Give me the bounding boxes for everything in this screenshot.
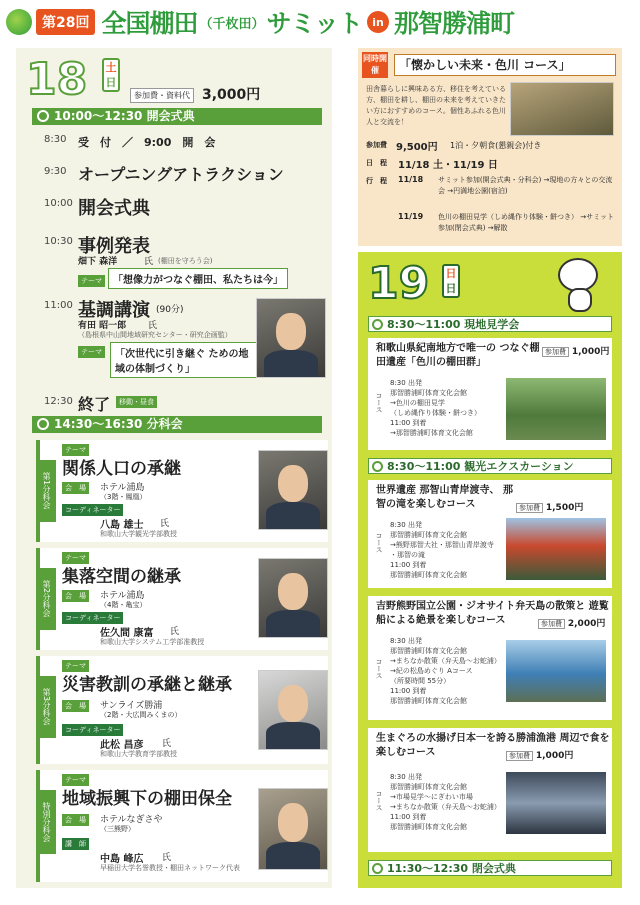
band-label: 11:30〜12:30 閉会式典 [387,862,516,875]
theme-line [78,268,288,289]
coordinator-photo [258,450,328,530]
day19-band-excursion [368,458,612,474]
tour-fee [542,344,609,357]
timeline-line: →紀の松島めぐり Aコース [390,667,473,675]
timeline-line: 那智勝浦町体育文化会館 [390,823,467,831]
face-shape [278,803,308,841]
tour-fee [516,500,583,513]
theme-tag: テーマ [78,275,105,287]
venue: サンライズ勝浦 [100,701,163,711]
venue-room: （4階・亀宝） [100,601,147,609]
venue-tag: 会 場 [62,700,89,712]
row-note: (90分) [156,305,184,315]
day18-date: 18 [26,54,88,105]
row-note: 移動・昼食 [116,396,157,408]
face-shape [278,573,308,610]
day19-band-site-visit [368,316,612,332]
mascot-body [568,288,592,312]
timeline-line: （しめ縄作り体験・餅つき） [390,409,481,417]
speaker-honor: 氏 [148,321,158,331]
day18-band-opening [32,108,322,125]
face-shape [276,313,306,350]
concurrent-badge: 同時開催 [362,52,388,78]
lecturer-photo [258,788,328,870]
title-part-2: サミット [266,9,363,38]
timeline-line: 那智勝浦町体育文化会館 [390,697,467,705]
header [0,0,640,44]
edition-badge: 第28回 [36,9,95,35]
tour-fee-value: 1,500円 [545,503,584,513]
row-time: 10:30 [44,236,73,247]
session-theme-tag: テーマ [62,660,89,672]
row-time: 10:00 [44,198,73,209]
coordinator-aff: 和歌山大学教育学部教授 [100,750,177,758]
tour-fee [538,616,605,629]
face-shape [278,685,308,722]
lecturer-aff: 早稲田大学名誉教授・棚田ネットワーク代表 [100,864,240,872]
timeline-line: →まちなか散策（弁天島〜お蛇浦） [390,803,501,811]
tour-title: 生まぐろの水揚げ日本一を誇る勝浦漁港 周辺で食を楽しむコース [376,733,610,758]
tour-timeline [390,636,501,706]
venue-tag: 会 場 [62,814,89,826]
timeline-line: 那智勝浦町体育文化会館 [390,647,467,655]
timeline-line: →市場見学〜にぎわい市場 [390,793,473,801]
day18-band-sessions [32,416,322,433]
shrine-photo [506,518,606,580]
timeline-line: ・那智の滝 [390,551,425,559]
day19-dow-2: 日 [445,282,457,295]
timeline-line: 8:30 出発 [390,379,422,387]
row-time: 8:30 [44,134,67,145]
summit-logo-icon [6,9,32,35]
timeline-line: →まちなか散策（弁天島〜お蛇浦） [390,657,501,665]
band-label: 8:30〜11:00 観光エクスカーション [387,460,574,473]
speaker-name: 畑下 森洋 [78,257,118,267]
lecturer-tag: 講 師 [62,838,89,850]
coordinator-aff: 和歌山大学システム工学部准教授 [100,638,205,646]
plan-day2-items: 色川の棚田見学（しめ縄作り体験・餅つき） →サミット参加(閉会式典) →解散 [438,213,614,232]
day18-fee: 3,000円 [202,87,261,103]
session-number: 特別分科会 [36,790,56,854]
clock-icon [372,461,383,472]
row-title: 事例発表 [78,236,150,257]
speaker-name: 有田 昭一郎 [78,321,127,331]
venue: ホテル浦島 [100,591,145,601]
session-theme-tag: テーマ [62,774,89,786]
tour-fee-label: 参加費 [516,503,543,513]
coordinator-name: 此松 昌彦 [100,740,144,751]
venue-tag: 会 場 [62,590,89,602]
body-shape [266,502,320,529]
coordinator-tag: コーディネーター [62,504,123,516]
speaker-aff: （島根県中山間地域研究センター・研究企画監） [78,331,232,339]
session-number: 第2分科会 [36,568,56,630]
venue-tag: 会 場 [62,482,89,494]
coordinator-name: 佐久間 康富 [100,628,154,639]
clock-icon [37,418,49,430]
theme-text: 「想像力がつなぐ棚田、私たちは今」 [108,268,288,289]
course-label: コース [375,392,383,413]
row-time: 12:30 [44,396,73,407]
coordinator-photo [258,670,328,750]
session-title: 地域振興下の棚田保全 [62,789,232,809]
plan-fee-label: 参加費 [366,141,387,149]
title-place: 那智勝浦町 [394,9,515,38]
tour-fee-value: 1,000円 [571,347,610,357]
session-title: 関係人口の承継 [62,459,181,479]
day18-panel [16,48,332,888]
timeline-line: 8:30 出発 [390,773,422,781]
tour-fee-value: 2,000円 [567,619,606,629]
in-badge: in [367,11,389,33]
session-card [36,548,328,650]
row-time: 9:30 [44,166,67,177]
plan-itin-label: 行 程 [366,177,387,185]
coordinator-honor: 氏 [160,519,170,529]
row-title: 基調講演 [78,300,150,321]
tour-fee-label: 参加費 [542,347,569,357]
session-card [36,440,328,542]
day18-fee-label: 参加費・資料代 [130,88,194,103]
tour-timeline [390,378,481,438]
clock-icon [372,319,383,330]
clock-icon [37,110,49,122]
timeline-line: （所要時間 55分） [390,677,451,685]
timeline-line: 那智勝浦町体育文化会館 [390,571,467,579]
coordinator-name: 八島 雄士 [100,520,144,531]
plan-fee-note: 1泊・夕朝食(懇親会)付き [450,141,542,150]
band-label: 8:30〜11:00 現地見学会 [387,318,520,331]
theme-tag: テーマ [78,346,105,358]
timeline-line: 那智勝浦町体育文化会館 [390,389,467,397]
day18-dow-box [102,58,120,92]
venue: ホテルなぎさや [100,815,163,825]
session-number: 第3分科会 [36,676,56,738]
plan-title: 「懐かしい未来・色川 コース」 [394,54,616,76]
plan-description: 田舎暮らしに興味ある方、移住を考えている方、棚田を耕し、棚田の未来を考えていきたい方におすすめのコース。個性あふれる色川人と交流を！ [366,85,506,126]
plan-photo [510,82,614,136]
tour-fee-label: 参加費 [538,619,565,629]
row-time: 11:00 [44,300,73,311]
timeline-line: 11:00 到着 [390,561,427,569]
session-card [36,656,328,764]
day18-dow-1: 土 [105,61,117,74]
timeline-line: 11:00 到着 [390,687,427,695]
speaker-photo [256,298,326,378]
timeline-line: 11:00 到着 [390,419,427,427]
day19-band-closing [368,860,612,876]
tour-card [368,596,612,720]
timeline-line: 那智勝浦町体育文化会館 [390,783,467,791]
fish-market-photo [506,772,606,834]
tour-fee [506,748,573,761]
plan-days: 11/18 土・11/19 日 [398,160,498,171]
session-theme-tag: テーマ [62,444,89,456]
terraced-fields-photo [506,378,606,440]
tour-fee-label: 参加費 [506,751,533,761]
clock-icon [372,863,383,874]
session-title: 災害教訓の承継と継承 [62,675,232,695]
coordinator-photo [258,558,328,638]
tour-card [368,728,612,852]
tour-timeline [390,772,501,832]
plan-day1: 11/18 [398,175,424,184]
tour-card [368,338,612,450]
lecturer-honor: 氏 [162,853,172,863]
session-card [36,770,328,882]
body-shape [264,350,318,377]
venue-room: （3階・鳳凰） [100,493,147,501]
speaker-honor: 氏 [144,257,154,267]
timeline-line: 那智勝浦町体育文化会館 [390,531,467,539]
tour-timeline [390,520,494,580]
plan-days-label: 日 程 [366,159,387,167]
island-photo [506,640,606,702]
day18-dow-2: 日 [105,76,117,89]
theme-text: 「次世代に引き継ぐ ための地域の体制づくり」 [110,342,260,378]
row-title: 終了 [78,395,111,414]
timeline-line: →色川の棚田見学 [390,399,445,407]
course-label: コース [375,790,383,811]
mascot-head [558,258,598,292]
timeline-line: →熊野那智大社・那智山青岸渡寺 [390,541,494,549]
coordinator-honor: 氏 [162,739,172,749]
band-label: 14:30〜16:30 分科会 [54,417,183,431]
venue-room: （2階・大広間みくまの） [100,711,182,719]
timeline-line: 8:30 出発 [390,637,422,645]
speaker-aff: (棚田を守ろう会) [158,257,213,265]
plan-day2: 11/19 [398,212,424,221]
plan-fee: 9,500円 [396,142,438,153]
row-title: 開会式典 [78,198,150,219]
band-label: 10:00〜12:30 開会式典 [54,109,195,123]
day19-date: 19 [368,258,430,309]
concurrent-plan-panel [358,48,622,246]
row-title: オープニングアトラクション [78,165,284,184]
lecturer-name: 中島 峰広 [100,854,144,865]
course-label: コース [375,532,383,553]
session-title: 集落空間の継承 [62,567,181,587]
body-shape [266,722,320,749]
coordinator-tag: コーディネーター [62,724,123,736]
day19-dow-box [442,264,460,298]
day19-panel [358,252,622,888]
coordinator-honor: 氏 [170,627,180,637]
title-part-1: 全国棚田 [101,9,198,38]
coordinator-tag: コーディネーター [62,612,123,624]
tour-title: 吉野熊野国立公園・ジオサイト弁天島の散策と 遊覧船による絶景を楽しむコース [376,601,609,626]
tour-fee-value: 1,000円 [535,751,574,761]
title-paren: （千枚田） [199,16,265,32]
timeline-line: 11:00 到着 [390,813,427,821]
session-number: 第1分科会 [36,460,56,522]
venue: ホテル浦島 [100,483,145,493]
tour-title: 和歌山県紀南地方で唯一の つなぐ棚田遺産「色川の棚田群」 [376,343,540,368]
venue-room: （三熊野） [100,825,135,833]
row-title: 受 付 ／ 9:00 開 会 [78,136,216,149]
tour-title: 世界遺産 那智山青岸渡寺、 那智の滝を楽しむコース [376,485,513,510]
course-label: コース [375,658,383,679]
tour-card [368,480,612,588]
timeline-line: →那智勝浦町体育文化会館 [390,429,473,437]
body-shape [266,842,320,869]
day19-dow-1: 日 [445,267,457,280]
plan-day1-items: サミット参加(開会式典・分科会) →現地の方々との交流会 →円満地公園(宿泊) [438,176,613,195]
coordinator-aff: 和歌山大学観光学部教授 [100,530,177,538]
body-shape [266,610,320,637]
timeline-line: 8:30 出発 [390,521,422,529]
mascot-icon [548,258,608,314]
face-shape [278,465,308,502]
session-theme-tag: テーマ [62,552,89,564]
